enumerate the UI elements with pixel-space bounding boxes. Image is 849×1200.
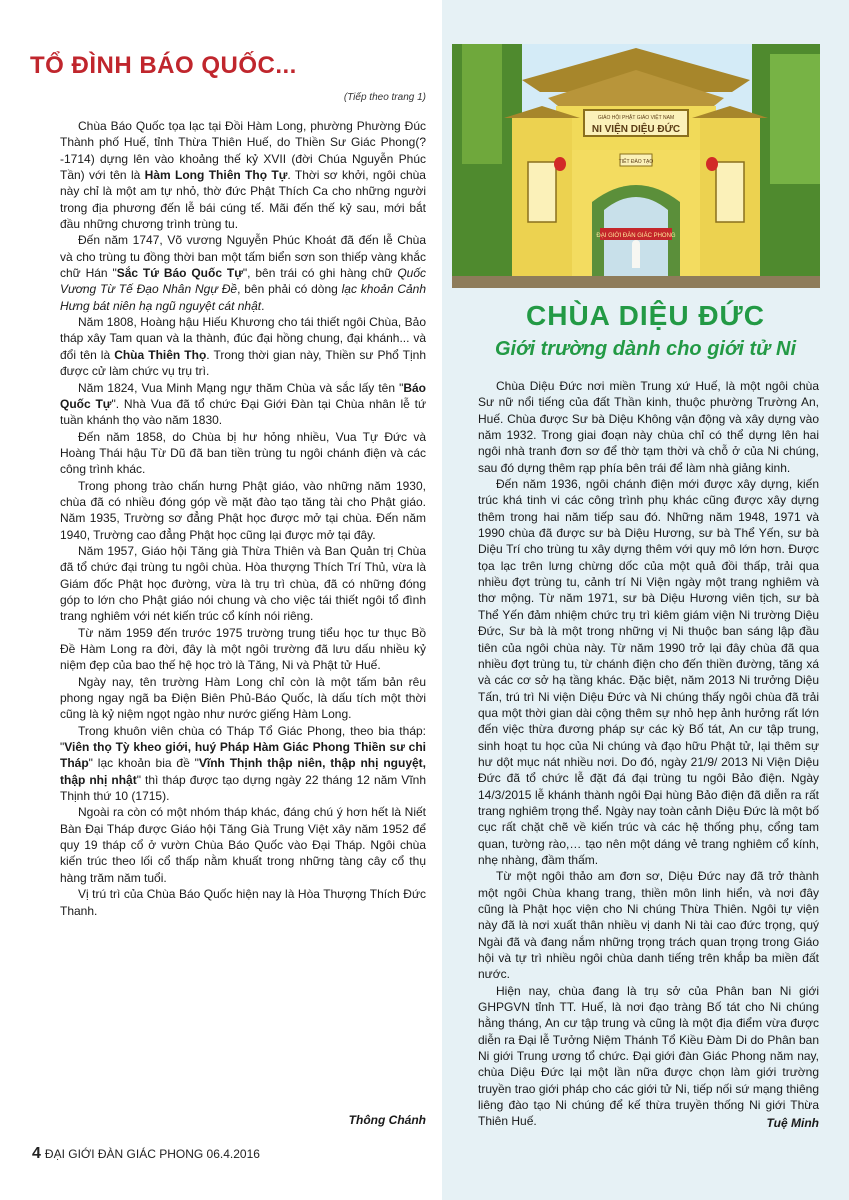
gate-illustration [452, 44, 820, 288]
paragraph: Trong phong trào chấn hưng Phật giáo, vào những năm 1930, chùa đã có nhiều đóng góp về mặt đào tạo tăng tài cho Phật giáo. Năm 1935, Trường sơ đẳng Phật học được mở tại chùa. Đến năm 1940, Trường cao đẳng Phật học cũng lại được mở tại đây. [60, 478, 426, 542]
paragraph: Ngày nay, tên trường Hàm Long chỉ còn là một tấm bản rêu phong ngay ngã ba Điện Biên Phủ-Báo Quốc, là dấu tích một thời cũng là kỷ niệm ngọt ngào như nước giếng Hàm Long. [60, 674, 426, 722]
paragraph: Ngoài ra còn có một nhóm tháp khác, đáng chú ý hơn hết là Niết Bàn Đại Tháp được Giáo hội Tăng Già Trung Việt xây năm 1952 để quy 19 tháp cổ ở vườn Chùa Báo Quốc vào Đại Tháp. Ngôi chùa kiến trúc theo lối cổ thấp nằm khuất trong những tàng cây cổ thụ hàng trăm năm tuổi. [60, 805, 426, 885]
gate-banner: ĐẠI GIỚI ĐÀN GIÁC PHONG [596, 233, 676, 239]
page-number: 4 [32, 1145, 41, 1162]
paragraph: Đến năm 1747, Võ vương Nguyễn Phúc Khoát đã đến lễ Chùa và cho trùng tu đồng thời ban một tấm biển sơn son thiếp vàng khắc chữ Hán "Sắc Tứ Báo Quốc Tự", bên trái có ghi hàng chữ Quốc Vương Từ Tế Đạo Nhân Ngự Đề, bên phải có dòng lạc khoản Cảnh Hưng bát niên hạ ngũ nguyệt cát nhật. [60, 233, 427, 313]
paragraph: Từ năm 1959 đến trước 1975 trường trung tiểu học tư thục Bồ Đề Hàm Long ra đời, đây là một ngôi trường đã lưu dấu nhiều kỷ niệm đẹp của bao thế hệ học trò là Tăng, Ni và Phật tử Huế. [60, 625, 426, 673]
gate-sign-small: TIẾT ĐÀO TẠO [618, 159, 654, 165]
gate-sign-top: GIÁO HỘI PHẬT GIÁO VIỆT NAM [597, 115, 675, 121]
paragraph: Năm 1808, Hoàng hậu Hiếu Khương cho tái thiết ngôi Chùa, Bảo tháp xây Tam quan và la thành, đúc đại hồng chung, đại khánh... và đổi tên là Chùa Thiên Thọ. Trong thời gian này, Thiền sư Phổ Tịnh được cử làm chức vụ trụ trì. [60, 315, 427, 379]
author-right: Tuệ Minh [766, 1116, 819, 1130]
paragraph: Trong khuôn viên chùa có Tháp Tổ Giác Phong, theo bia tháp: "Viên thọ Tỳ kheo giới, huý Pháp Hàm Giác Phong Thiền sư chi Tháp" lạc khoản bia đề "Vĩnh Thịnh thập niên, thập nhị nguyệt, thập nhị nhật" thì tháp được tạo dựng ngày 22 tháng 12 năm Vĩnh Thịnh thứ 10 (1715). [60, 723, 426, 804]
article-title-dieu-duc: CHÙA DIỆU ĐỨC [526, 300, 765, 331]
paragraph: Từ một ngôi thảo am đơn sơ, Diệu Đức nay đã trở thành một ngôi Chùa khang trang, thiền môn linh hiển, và nơi đây cũng là Phật học viện cho Ni chúng Thừa Thiên. Ngôi tự viện này đã là nơi xuất thân nhiều vị danh Ni tài cao đức trọng, quý Ngài đã và đang nắm những trọng trách quan trọng trong Giáo hội và tự trì nhiều ngôi chùa danh tiếng trên khắp ba miền đất nước. [478, 869, 819, 982]
page-footer [32, 1145, 260, 1163]
gate-sign-main: NI VIỆN DIỆU ĐỨC [591, 124, 681, 135]
paragraph: Đến năm 1858, do Chùa bị hư hỏng nhiều, Vua Tự Đức và Hoàng Thái hậu Từ Dũ đã ban tiền trùng tu ngôi chánh điện và các công trình khác. [60, 429, 426, 477]
article-subtitle-dieu-duc: Giới trường dành cho giới tử Ni [494, 338, 797, 360]
article-title-bao-quoc: TỔ ĐÌNH BÁO QUỐC... [30, 52, 297, 79]
article-body-dieu-duc [478, 378, 819, 1130]
paragraph: Năm 1824, Vua Minh Mạng ngự thăm Chùa và sắc lấy tên "Báo Quốc Tự". Nhà Vua đã tổ chức Đại Giới Đàn tại Chùa nhân lễ tứ tuần khánh thọ vào năm 1830. [60, 380, 426, 428]
paragraph: Hiện nay, chùa đang là trụ sở của Phân ban Ni giới GHPGVN tỉnh TT. Huế, là nơi đạo tràng Bố tát cho Ni chúng hằng tháng, An cư tập trung và cũng là một địa điểm vừa được diễn ra Đại lễ Tưởng Niệm Thánh Tổ Kiều Đàm Di do Phân ban Ni giới Trung ương tổ chức. Đại giới đàn Giác Phong năm nay, chùa Diệu Đức lại một lần nữa được chọn làm giới trường truyền trao giới pháp cho các giới tử Ni, tiếp nối sứ mạng thiêng liêng đào tạo Ni chúng để kế thừa truyền thống Ni giới Thừa Thiên Huế. [478, 983, 819, 1129]
continued-note: (Tiếp theo trang 1) [343, 92, 426, 103]
article-body-bao-quoc [60, 118, 426, 919]
footer-text: ĐẠI GIỚI ĐÀN GIÁC PHONG 06.4.2016 [44, 1147, 260, 1161]
temple-gate-photo [452, 44, 820, 288]
paragraph: Đến năm 1936, ngôi chánh điện mới được xây dựng, kiến trúc khá tinh vi các công trình phụ khác cũng được xây dựng thêm trong hai năm tiếp sau đó. Những năm 1948, 1971 và 1990 chùa đã được sư bà Diệu Hương, sư bà Thể Yến, sư bà Diệu Trí cho trùng tu xây dựng thêm với quy mô lớn hơn. Được tọa lạc trên lưng chừng dốc của một quả đồi thấp, trải qua nhiều đợt trùng tu, cảnh trí Ni Viện ngày một trang nghiêm và thơ mộng. Từ năm 1971, sư bà Diệu Hương viên tịch, sư bà Thể Yến đảm nhiệm chức trụ trì kiêm giám viện Ni trường Diệu Đức, Sư bà là một trong những vị Ni thuộc ban sáng lập đầu tiên của ngôi chùa này. Từ năm 1990 trở lại đây chùa đã qua nhiều đợt trùng tu, từ chánh điện cho đến thiền đường, tăng xá và các cơ sở hạ tầng khác. Đặc biệt, năm 2013 Ni trưởng Diệu Tấn, trú trì Ni viện Diệu Đức và Ni chúng thấy ngôi chùa đã trải qua một thời gian dài cộng thêm sự nhỏ hẹp ảnh hưởng rất lớn đến việc thừa đương pháp sự các kỳ Bố tát, An cư tập trung, sinh hoạt tu học của Ni chúng và đạo hữu Phật tử, lại thêm sự hư dột mục nát nhiều nơi. Do đó, ngày 21/9/ 2013 Ni Viện Diệu Đức đã tổ chức lễ đặt đá đại trùng tu ngôi Bảo điện. Ngày 14/3/2015 lễ khánh thành ngôi Đại hùng Bảo điện đã diễn ra rất trang nghiêm trọng thể. Ngày nay toàn cảnh Diệu Đức là một bố cục rất chặt chẽ về kiến trúc và các hệ thống phụ, cổng tam quan, tường rào,… tạo nên một dáng vẻ trang nghiêm cổ kính, nhẹ nhàng, đầm thấm. [478, 477, 819, 867]
paragraph: Vị trú trì của Chùa Báo Quốc hiện nay là Hòa Thượng Thích Đức Thanh. [60, 887, 426, 918]
paragraph: Chùa Báo Quốc tọa lạc tại Đồi Hàm Long, phường Phường Đúc Thành phố Huế, tỉnh Thừa Thiên Huế, do Thiền Sư Giác Phong(?-1714) dựng lên vào khoảng thế kỷ XVII (đời Chúa Nguyễn Phúc Tần) với tên là Hàm Long Thiên Thọ Tự. Thời sơ khởi, ngôi chùa này chỉ là một am tự nhỏ, thờ đức Phật Thích Ca cho những người trong địa phương đến lễ bái cúng tế. Mãi đến thế kỷ sau, mới bắt đầu những chương trình trùng tu. [60, 119, 426, 232]
paragraph: Chùa Diệu Đức nơi miền Trung xứ Huế, là một ngôi chùa Sư nữ nổi tiếng của đất Thần kinh, thuộc phường Trường An, Huế. Chùa được Sư bà Diệu Không vận động và xây dựng vào năm 1932. Trong giai đoạn này chùa chỉ có thể dựng lên hai ngôi nhà tranh đơn sơ để thờ tạm thời và chỗ ở của Ni chúng, sau đó dựng thêm rạp phía bên trái để làm nhà giảng kinh. [478, 379, 819, 475]
author-left: Thông Chánh [348, 1113, 426, 1127]
paragraph: Năm 1957, Giáo hội Tăng già Thừa Thiên và Ban Quản trị Chùa đã tổ chức đại trùng tu ngôi chùa. Hòa thượng Thích Trí Thủ, vừa là Giám đốc Phật học đường, vừa là trụ trì chùa, đã có những đóng góp to lớn cho Phật giáo nói chung và cho việc tái thiết ngôi tổ đình trang nghiêm với nét kiến trúc cổ kính nói riêng. [60, 543, 426, 624]
